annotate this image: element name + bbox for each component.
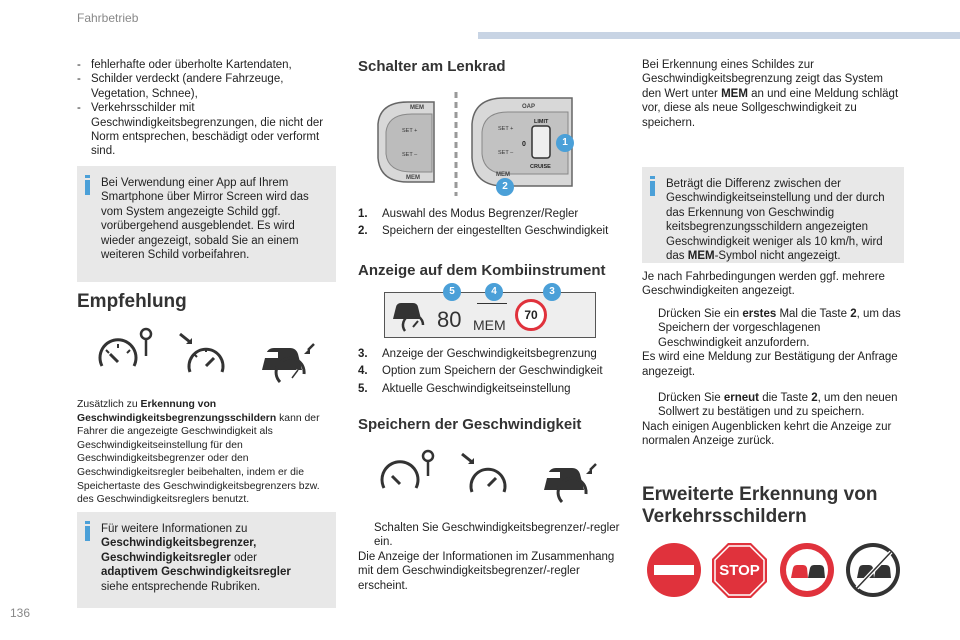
- step-switch-on: Schalten Sie Geschwindigkeitsbegrenzer/-regler ein.: [374, 522, 620, 549]
- recommend-text: Zusätzlich zu Erkennung von Geschwindigkeitsbegrenzungsschildern kann der Fahrer die angezeigte Geschwindigkeit als Geschwindigkeitseinstellung für den Geschwindigkeitsbegrenzer oder den Geschwindigkeitsregler beibehalten, indem er die Speichertaste des Geschwindigkeitsbegrenzers bzw. des Geschwindigkeitsreglers benutzt.: [77, 399, 320, 506]
- no-overtaking-sign-icon: [779, 542, 835, 598]
- steering-stalk-illustration: [372, 88, 592, 200]
- callout-5: 5: [443, 283, 461, 301]
- store-arrow: [477, 303, 507, 304]
- stalk-cruise-label: CRUISE: [530, 164, 551, 170]
- page-number: 136: [10, 606, 31, 620]
- switch-legend: [358, 207, 620, 239]
- stalk-right-mem: MEM: [496, 172, 510, 178]
- stalk-left-set-minus: SET –: [402, 152, 418, 158]
- confirm-message-text: Es wird eine Meldung zur Bestätigung der Anfrage angezeigt.: [642, 351, 898, 378]
- second-press-block: [642, 391, 904, 449]
- column-1: [77, 58, 335, 159]
- mem-paragraph: Bei Erkennung eines Schildes zur Geschwindigkeitsbegrenzung zeigt das System den Wert unter MEM an und eine Meldung schlägt vor, diese als neue Sollgeschwindigkeit zu speichern.: [642, 59, 899, 129]
- multiple-speeds-text: Je nach Fahrbedingungen werden ggf. mehrere Geschwindigkeiten angezeigt.: [642, 271, 885, 298]
- info-note-mirror-screen: [77, 166, 336, 282]
- note-text: Beträgt die Differenz zwischen der Geschwindigkeitseinstellung und der durch das Erkennung von Geschwindig keitsbegrenzungsschildern angezeigten Geschwindigkeit weniger als 10 km/h, wird das MEM-Symbol nicht angezeigt.: [666, 178, 885, 263]
- step-result: Die Anzeige der Informationen im Zusammenhang mit dem Geschwindigkeitsbegrenzer/-regler erscheint.: [358, 550, 615, 592]
- callout-2: 2: [496, 178, 514, 196]
- cluster-speed: 80: [437, 307, 462, 332]
- list-item: - fehlerhafte oder überholte Kartendaten,: [77, 58, 335, 72]
- info-icon: [85, 526, 90, 541]
- store-steps: [358, 521, 620, 593]
- step-first-press: Drücken Sie ein erstes Mal die Taste 2, um das Speichern der vorgeschlagenen Geschwindigkeit anzufordern.: [658, 308, 901, 349]
- no-entry-sign-icon: [646, 542, 702, 598]
- stalk-left-mem-top: MEM: [410, 105, 424, 111]
- cluster-mem: MEM: [473, 317, 506, 333]
- speed-regulator-memory-icon: [178, 332, 228, 376]
- store-heading: Speichern der Geschwindigkeit: [358, 416, 582, 433]
- callout-1: 1: [556, 134, 574, 152]
- list-item: 5. Aktuelle Geschwindigkeitseinstellung: [358, 382, 571, 395]
- end-no-overtaking-sign-icon: [845, 542, 901, 598]
- speed-limit-sign: 70: [515, 299, 547, 331]
- info-icon: [85, 180, 90, 195]
- info-icon: [650, 181, 655, 196]
- return-normal-text: Nach einigen Augenblicken kehrt die Anzeige zur normalen Anzeige zurück.: [642, 420, 892, 448]
- callout-4: 4: [485, 283, 503, 301]
- stalk-zero-label: 0: [522, 141, 526, 148]
- cluster-heading: Anzeige auf dem Kombiinstrument: [358, 262, 606, 279]
- extended-recognition-heading: Erweiterte Erkennung von Verkehrsschildern: [642, 484, 878, 527]
- stalk-right-set-minus: SET –: [498, 150, 514, 156]
- cluster-legend: [358, 347, 620, 396]
- adaptive-cruise-memory-icon: [258, 340, 318, 386]
- speed-limit-memory-icon: [378, 448, 438, 494]
- speed-regulator-memory-icon: [460, 452, 510, 496]
- cluster-display: [384, 286, 596, 338]
- stalk-right-oap: OAP: [522, 104, 536, 110]
- stalk-right-set-plus: SET +: [498, 126, 514, 132]
- car-speedometer-icon: [391, 299, 427, 333]
- list-item: 1. Auswahl des Modus Begrenzer/Regler: [358, 208, 579, 220]
- list-item: - Verkehrsschilder mit Geschwindigkeitsbegrenzungen, die nicht der Norm entsprechen, beschädigt oder verformt sind.: [77, 101, 335, 159]
- note-text: Bei Verwendung einer App auf Ihrem Smartphone über Mirror Screen wird das vom System angezeigte Schild ggf. vorübergehend ausgeblendet. Es wird wieder angezeigt, sobald Sie an einem weiteren Schild vorbeifahren.: [101, 177, 309, 262]
- limitations-list: [77, 58, 335, 159]
- recommend-heading: Empfehlung: [77, 291, 187, 312]
- stalk-limit-label: LIMIT: [534, 119, 549, 125]
- section-title: Fahrbetrieb: [77, 11, 139, 25]
- list-item: 2. Speichern der eingestellten Geschwindigkeit: [358, 225, 609, 238]
- step-second-press: Drücken Sie erneut die Taste 2, um den neuen Sollwert zu bestätigen und zu speichern.: [658, 392, 898, 419]
- info-note-difference: [642, 167, 904, 263]
- first-press-block: [642, 307, 904, 379]
- speed-limit-memory-icon: [96, 326, 156, 376]
- stalk-left-set-plus: SET +: [402, 128, 418, 134]
- stop-sign-icon: [711, 542, 768, 599]
- note-text: Für weitere Informationen zu Geschwindigkeitsbegrenzer, Geschwindigkeitsregler oder adaptivem Geschwindigkeitsregler siehe entsprechende Rubriken.: [101, 523, 291, 593]
- stalk-left-mem-bottom: MEM: [406, 175, 420, 181]
- stop-sign-label: STOP: [719, 562, 760, 579]
- recommend-bold: Erkennung von Geschwindigkeitsbegrenzungsschildern: [77, 399, 277, 424]
- list-item: 3. Anzeige der Geschwindigkeitsbegrenzung: [358, 348, 597, 360]
- header-bar: [478, 32, 960, 39]
- list-item: 4. Option zum Speichern der Geschwindigkeit: [358, 365, 603, 378]
- list-item: - Schilder verdeckt (andere Fahrzeuge, Vegetation, Schnee),: [77, 72, 335, 101]
- switch-heading: Schalter am Lenkrad: [358, 58, 506, 75]
- info-note-references: [77, 512, 336, 608]
- adaptive-cruise-memory-icon: [540, 460, 600, 506]
- callout-3: 3: [543, 283, 561, 301]
